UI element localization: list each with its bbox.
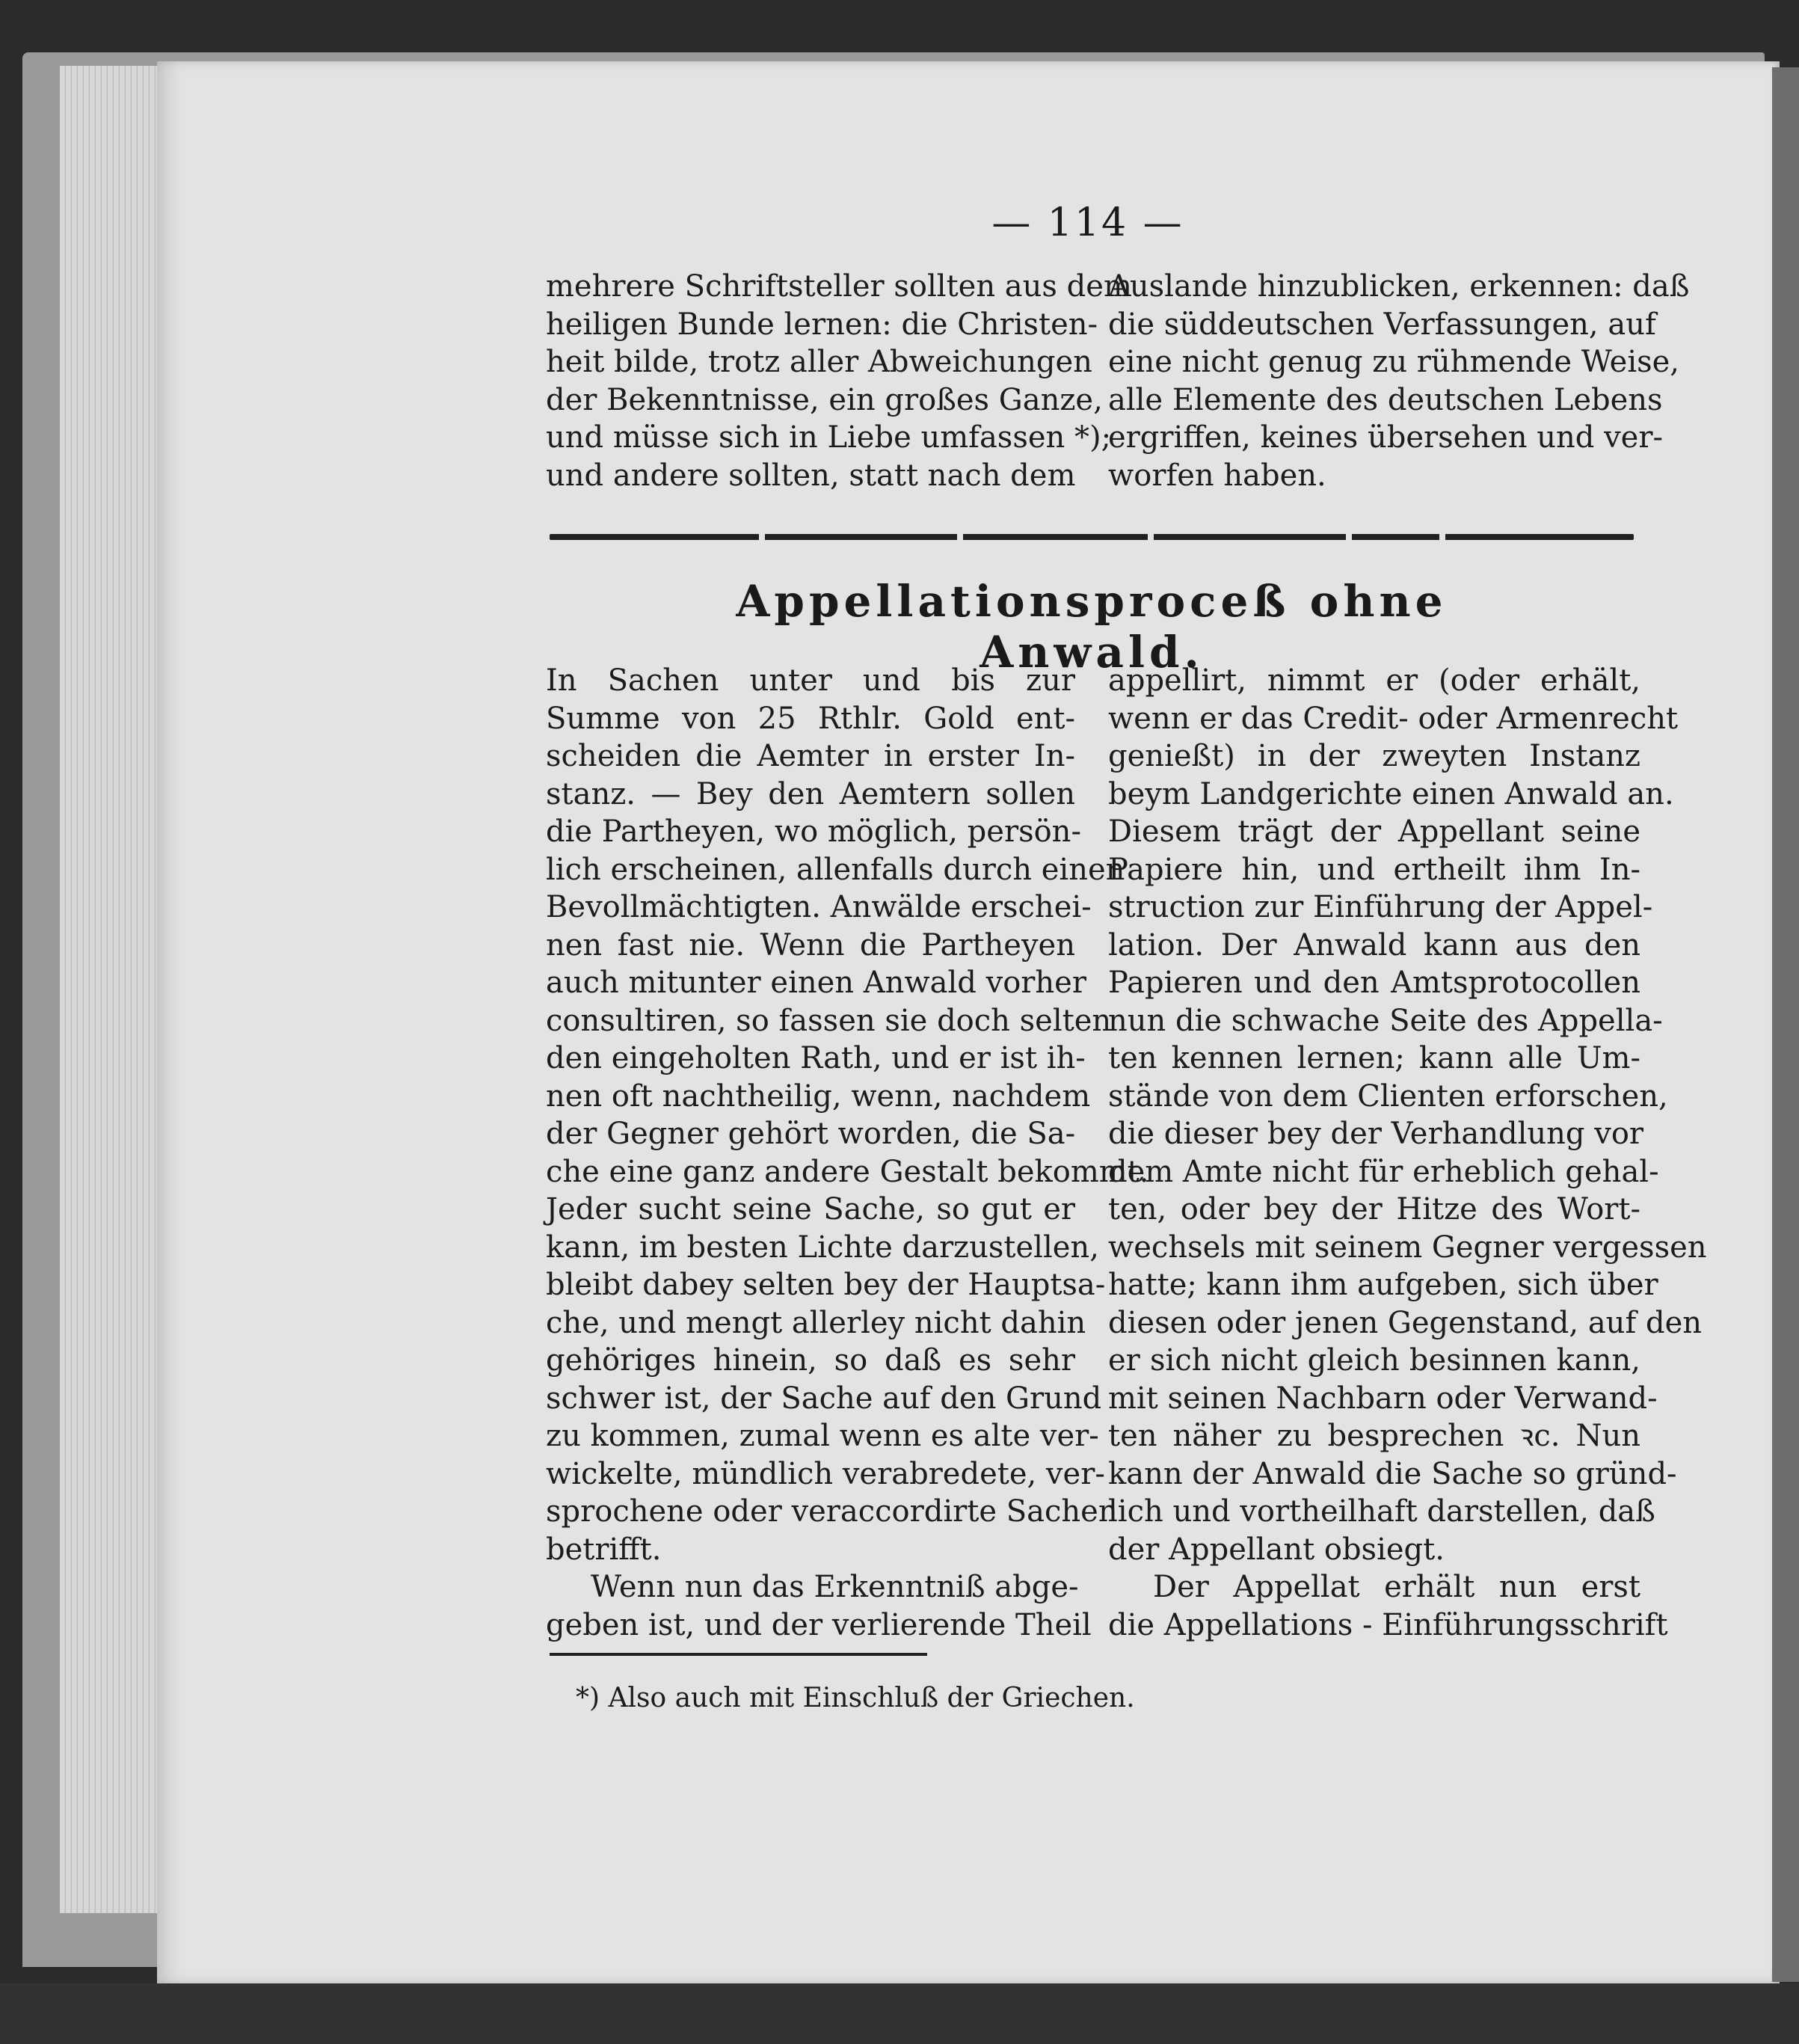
text-line: mit seinen Nachbarn oder Verwand-: [1108, 1381, 1658, 1416]
text-line: alle Elemente des deutschen Lebens: [1108, 382, 1663, 417]
text-line: Der Appellat erhält nun erst: [1153, 1570, 1640, 1604]
text-line: und müsse sich in Liebe umfassen *);: [546, 420, 1112, 455]
text-line: Papieren und den Amtsprotocollen: [1108, 966, 1640, 1000]
text-line: lation. Der Anwald kann aus den: [1108, 927, 1640, 963]
text-line: mehrere Schriftsteller sollten aus dem: [546, 269, 1132, 304]
text-line: che, und mengt allerley nicht dahin: [546, 1305, 1086, 1340]
text-line: die dieser bey der Verhandlung vor: [1108, 1117, 1644, 1151]
page-number: — 114 —: [991, 200, 1184, 245]
text-line: heit bilde, trotz aller Abweichungen: [546, 345, 1092, 379]
text-line: diesen oder jenen Gegenstand, auf den: [1108, 1305, 1703, 1340]
text-line: worfen haben.: [1108, 458, 1326, 493]
text-line: der Bekenntnisse, ein großes Ganze,: [546, 382, 1103, 417]
text-line: schwer ist, der Sache auf den Grund: [546, 1381, 1102, 1416]
divider-gap: [957, 534, 963, 540]
text-line: lich erscheinen, allenfalls durch einen: [546, 852, 1125, 887]
divider-gap: [1346, 534, 1352, 540]
text-line: wechsels mit seinem Gegner vergessen: [1108, 1230, 1707, 1265]
text-line: Wenn nun das Erkenntniß abge-: [591, 1570, 1079, 1604]
top-right-column: [1108, 268, 1690, 494]
text-line: consultiren, so fassen sie doch selten: [546, 1003, 1112, 1038]
text-line: ten näher zu besprechen ꝛc. Nun: [1108, 1419, 1640, 1453]
text-line: der Gegner gehört worden, die Sa-: [546, 1117, 1076, 1151]
text-line: scheiden die Aemter in erster In-: [546, 739, 1075, 773]
text-line: beym Landgerichte einen Anwald an.: [1108, 776, 1674, 811]
text-line: den eingeholten Rath, und er ist ih-: [546, 1041, 1086, 1075]
text-line: lich und vortheilhaft darstellen, daß: [1108, 1494, 1655, 1529]
text-line: eine nicht genug zu rühmende Weise,: [1108, 345, 1680, 379]
text-line: kann, im besten Lichte darzustellen,: [546, 1230, 1099, 1265]
footnote-rule: [550, 1653, 927, 1656]
text-line: Diesem trägt der Appellant seine: [1108, 814, 1640, 849]
text-line: genießt) in der zweyten Instanz: [1108, 739, 1640, 773]
text-line: stände von dem Clienten erforschen,: [1108, 1078, 1668, 1114]
text-line: Summe von 25 Rthlr. Gold ent-: [546, 701, 1075, 736]
article-title: Appellationsproceß ohne Anwald.: [736, 576, 1448, 678]
text-line: und andere sollten, statt nach dem: [546, 458, 1076, 493]
text-line: nun die schwache Seite des Appella-: [1108, 1003, 1663, 1038]
text-line: wenn er das Credit- oder Armenrecht: [1108, 701, 1679, 736]
text-line: hatte; kann ihm aufgeben, sich über: [1108, 1268, 1658, 1302]
text-line: dem Amte nicht für erheblich gehal-: [1108, 1154, 1659, 1189]
text-line: wickelte, mündlich verabredete, ver-: [546, 1456, 1105, 1491]
text-line: ten kennen lernen; kann alle Um-: [1108, 1041, 1640, 1075]
next-page-edge: [1772, 67, 1799, 1982]
text-line: appellirt, nimmt er (oder erhält,: [1108, 663, 1640, 698]
text-line: nen oft nachtheilig, wenn, nachdem: [546, 1078, 1091, 1114]
text-line: ergriffen, keines übersehen und ver-: [1108, 420, 1663, 455]
text-line: Bevollmächtigten. Anwälde erschei-: [546, 890, 1092, 924]
text-line: Auslande hinzublicken, erkennen: daß: [1108, 269, 1690, 304]
divider-gap: [1439, 534, 1445, 540]
section-divider-rule: [550, 534, 1634, 540]
text-line: die Appellations - Einführungsschrift: [1108, 1607, 1668, 1642]
background-surface: [0, 1983, 1799, 2044]
article-left-column: [546, 662, 1149, 1644]
text-line: struction zur Einführung der Appel-: [1108, 890, 1653, 924]
divider-gap: [759, 534, 765, 540]
text-line: kann der Anwald die Sache so gründ-: [1108, 1456, 1677, 1491]
text-line: nen fast nie. Wenn die Partheyen: [546, 927, 1075, 963]
text-line: che eine ganz andere Gestalt bekommt.: [546, 1154, 1149, 1189]
text-line: Papiere hin, und ertheilt ihm In-: [1108, 852, 1640, 887]
text-line: betrifft.: [546, 1532, 662, 1567]
text-line: heiligen Bunde lernen: die Christen-: [546, 307, 1098, 342]
article-right-column: [1108, 662, 1707, 1644]
footnote: *) Also auch mit Einschluß der Griechen.: [576, 1683, 1135, 1713]
text-line: stanz. — Bey den Aemtern sollen: [546, 776, 1075, 811]
text-line: er sich nicht gleich besinnen kann,: [1108, 1343, 1640, 1378]
top-left-column: [546, 268, 1132, 494]
text-line: die Partheyen, wo möglich, persön-: [546, 814, 1081, 849]
text-line: der Appellant obsiegt.: [1108, 1532, 1445, 1567]
text-line: bleibt dabey selten bey der Hauptsa-: [546, 1268, 1106, 1302]
text-line: geben ist, und der verlierende Theil: [546, 1607, 1092, 1642]
text-line: Jeder sucht seine Sache, so gut er: [546, 1192, 1075, 1227]
text-line: auch mitunter einen Anwald vorher: [546, 966, 1086, 1000]
text-line: In Sachen unter und bis zur: [546, 663, 1075, 698]
text-line: zu kommen, zumal wenn es alte ver-: [546, 1419, 1099, 1453]
text-line: gehöriges hinein, so daß es sehr: [546, 1343, 1075, 1378]
text-line: die süddeutschen Verfassungen, auf: [1108, 307, 1656, 342]
text-line: sprochene oder veraccordirte Sachen: [546, 1494, 1118, 1529]
text-line: ten, oder bey der Hitze des Wort-: [1108, 1192, 1640, 1227]
divider-gap: [1148, 534, 1154, 540]
